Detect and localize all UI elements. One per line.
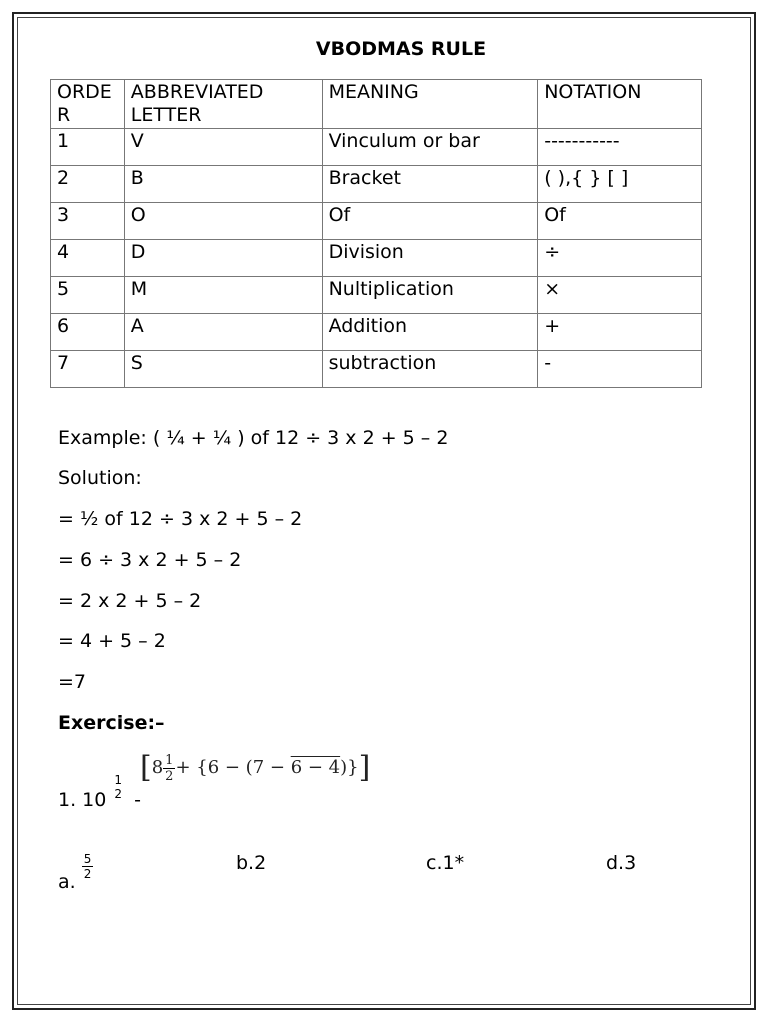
q1-minus: - <box>134 789 141 811</box>
cell-meaning: subtraction <box>322 351 538 388</box>
option-d: d.3 <box>606 852 637 874</box>
q1-number: 1. 10 <box>58 789 107 811</box>
cell-notation: + <box>538 314 702 351</box>
solution-step-4: = 4 + 5 – 2 <box>58 630 166 652</box>
option-a-fraction <box>82 852 94 881</box>
cell-meaning: Of <box>322 203 538 240</box>
expr-fraction-denominator: 2 <box>165 768 174 784</box>
expr-eight: 8 <box>151 757 164 778</box>
cell-meaning: Addition <box>322 314 538 351</box>
exercise-q1-prefix <box>58 773 141 811</box>
option-b: b.2 <box>236 852 267 874</box>
cell-order: 1 <box>51 129 125 166</box>
example-question: Example: ( ¼ + ¼ ) of 12 ÷ 3 x 2 + 5 – 2 <box>58 427 449 449</box>
cell-letter: B <box>124 166 322 203</box>
cell-meaning: Vinculum or bar <box>322 129 538 166</box>
cell-order: 2 <box>51 166 125 203</box>
option-c: c.1* <box>426 852 465 874</box>
header-notation: NOTATION <box>538 80 702 129</box>
exercise-label: Exercise:– <box>58 712 165 734</box>
table-row <box>51 277 702 314</box>
cell-order: 7 <box>51 351 125 388</box>
table-row <box>51 240 702 277</box>
expr-fraction-numerator: 1 <box>165 752 174 768</box>
cell-letter: O <box>124 203 322 240</box>
header-abbreviated-letter: ABBREVIATED LETTER <box>124 80 322 129</box>
option-a-numerator: 5 <box>83 852 92 866</box>
q1-fraction-numerator: 1 <box>114 773 123 787</box>
cell-notation: × <box>538 277 702 314</box>
cell-order: 6 <box>51 314 125 351</box>
cell-notation: - <box>538 351 702 388</box>
q1-fraction <box>112 773 124 801</box>
table-row <box>51 129 702 166</box>
expr-left-bracket: [ <box>140 750 152 785</box>
header-meaning: MEANING <box>322 80 538 129</box>
cell-order: 4 <box>51 240 125 277</box>
table-row <box>51 166 702 203</box>
option-a-label: a. <box>58 871 76 893</box>
expr-right-bracket: ] <box>358 750 371 785</box>
solution-step-5: =7 <box>58 671 87 693</box>
cell-notation: ----------- <box>538 129 702 166</box>
cell-notation: ÷ <box>538 240 702 277</box>
cell-letter: D <box>124 240 322 277</box>
expr-middle: + {6 − (7 − <box>175 757 291 778</box>
cell-letter: V <box>124 129 322 166</box>
cell-meaning: Division <box>322 240 538 277</box>
solution-label: Solution: <box>58 467 142 489</box>
vbodmas-table <box>50 79 702 388</box>
solution-step-2: = 6 ÷ 3 x 2 + 5 – 2 <box>58 549 242 571</box>
cell-meaning: Bracket <box>322 166 538 203</box>
cell-meaning: Nultiplication <box>322 277 538 314</box>
cell-order: 5 <box>51 277 125 314</box>
header-order: ORDER <box>51 80 125 129</box>
cell-order: 3 <box>51 203 125 240</box>
solution-step-1: = ½ of 12 ÷ 3 x 2 + 5 – 2 <box>58 508 303 530</box>
option-a <box>58 852 93 893</box>
table-row <box>51 314 702 351</box>
cell-notation: Of <box>538 203 702 240</box>
expr-close: )} <box>340 757 359 778</box>
expr-vinculum: 6 − 4 <box>290 757 341 778</box>
cell-letter: M <box>124 277 322 314</box>
q1-expression <box>140 750 370 785</box>
q1-fraction-denominator: 2 <box>114 787 123 801</box>
table-row <box>51 203 702 240</box>
cell-notation: ( ),{ } [ ] <box>538 166 702 203</box>
solution-step-3: = 2 x 2 + 5 – 2 <box>58 590 202 612</box>
cell-letter: A <box>124 314 322 351</box>
table-row <box>51 351 702 388</box>
page-title: VBODMAS RULE <box>315 38 487 60</box>
expr-fraction <box>163 753 175 784</box>
option-a-denominator: 2 <box>83 867 92 881</box>
table-header-row <box>51 80 702 129</box>
cell-letter: S <box>124 351 322 388</box>
